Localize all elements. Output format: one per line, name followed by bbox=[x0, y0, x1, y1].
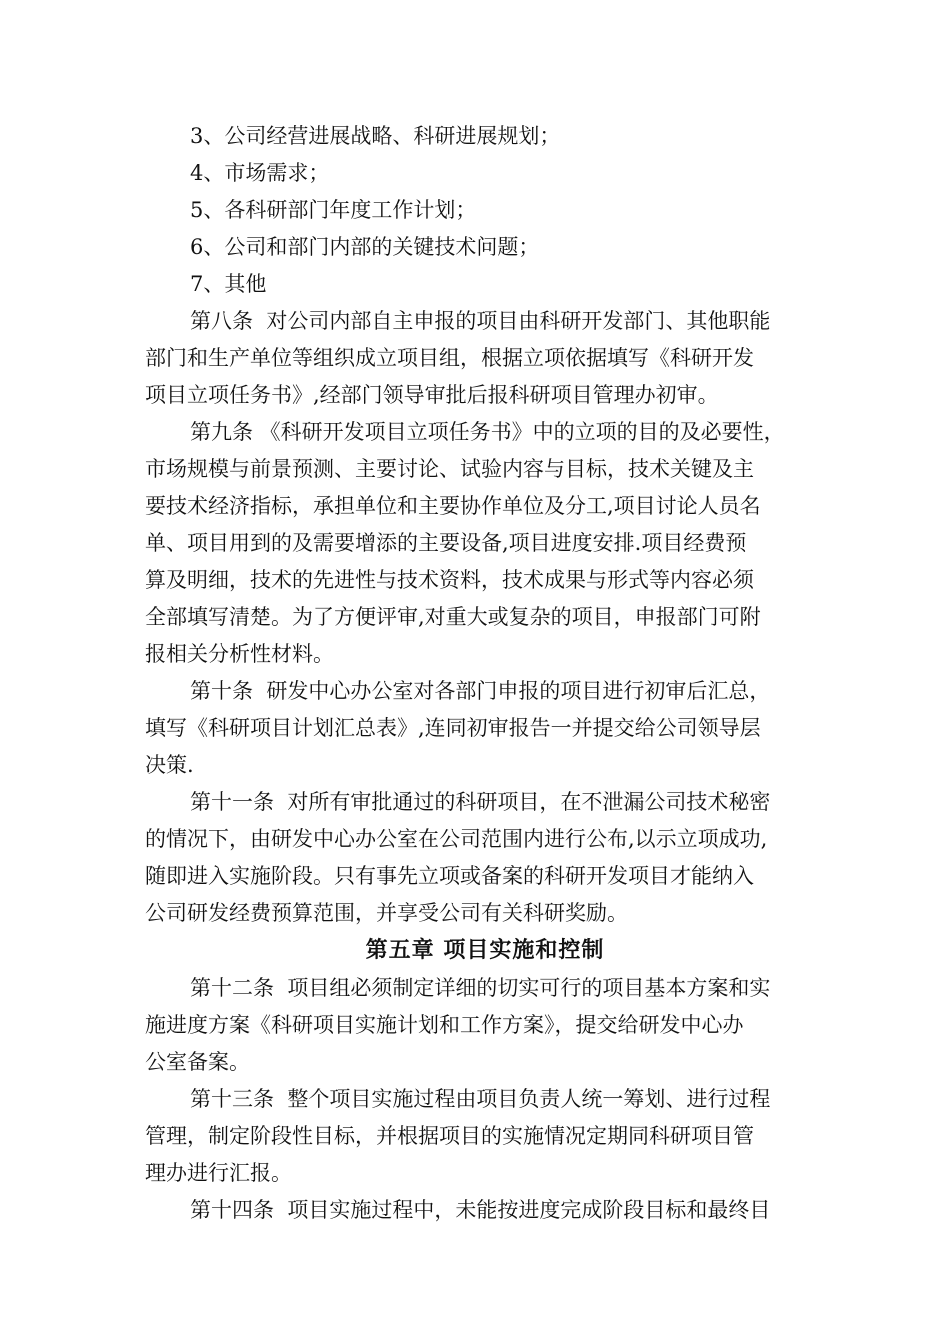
paragraph-line: 全部填写清楚。为了方便评审,对重大或复杂的项目，申报部门可附 bbox=[145, 605, 761, 629]
paragraph-line: 第十条 研发中心办公室对各部门申报的项目进行初审后汇总， bbox=[190, 679, 771, 703]
article-8-paragraph bbox=[145, 303, 825, 414]
paragraph-line: 第十二条 项目组必须制定详细的切实可行的项目基本方案和实 bbox=[190, 976, 771, 1000]
paragraph-line: 第十三条 整个项目实施过程由项目负责人统一筹划、进行过程 bbox=[190, 1087, 771, 1111]
paragraph-line: 决策. bbox=[145, 753, 194, 777]
paragraph-line: 算及明细，技术的先进性与技术资料，技术成果与形式等内容必须 bbox=[145, 568, 754, 592]
paragraph-line: 要技术经济指标，承担单位和主要协作单位及分工,项目讨论人员名 bbox=[145, 494, 761, 518]
paragraph-line: 施进度方案《科研项目实施计划和工作方案》，提交给研发中心办 bbox=[145, 1013, 744, 1037]
paragraph-line: 随即进入实施阶段。只有事先立项或备案的科研开发项目才能纳入 bbox=[145, 864, 754, 888]
paragraph-line: 报相关分析性材料。 bbox=[145, 642, 334, 666]
list-item: 4、市场需求； bbox=[190, 161, 330, 185]
paragraph-line: 第八条 对公司内部自主申报的项目由科研开发部门、其他职能 bbox=[190, 309, 771, 333]
paragraph-line: 第十四条 项目实施过程中，未能按进度完成阶段目标和最终目 bbox=[190, 1198, 771, 1222]
article-11-paragraph bbox=[145, 784, 825, 932]
article-14-paragraph bbox=[145, 1192, 825, 1229]
criteria-list bbox=[145, 118, 825, 303]
paragraph-line: 市场规模与前景预测、主要讨论、试验内容与目标，技术关键及主 bbox=[145, 457, 754, 481]
article-12-paragraph bbox=[145, 970, 825, 1081]
paragraph-line: 理办进行汇报。 bbox=[145, 1161, 292, 1185]
list-item: 3、公司经营进展战略、科研进展规划； bbox=[190, 124, 561, 148]
paragraph-line: 第十一条 对所有审批通过的科研项目，在不泄漏公司技术秘密 bbox=[190, 790, 771, 814]
document-body bbox=[145, 118, 825, 1229]
paragraph-line: 部门和生产单位等组织成立项目组，根据立项依据填写《科研开发 bbox=[145, 346, 754, 370]
paragraph-line: 的情况下，由研发中心办公室在公司范围内进行公布,以示立项成功, bbox=[145, 827, 768, 851]
chapter-heading: 第五章 项目实施和控制 bbox=[365, 938, 605, 963]
paragraph-line: 单、项目用到的及需要增添的主要设备,项目进度安排.项目经费预 bbox=[145, 531, 747, 555]
paragraph-line: 项目立项任务书》,经部门领导审批后报科研项目管理办初审。 bbox=[145, 383, 719, 407]
list-item: 6、公司和部门内部的关键技术问题； bbox=[190, 235, 540, 259]
paragraph-line: 公司研发经费预算范围，并享受公司有关科研奖励。 bbox=[145, 901, 628, 925]
paragraph-line: 第九条 《科研开发项目立项任务书》中的立项的目的及必要性， bbox=[190, 420, 785, 444]
article-9-paragraph bbox=[145, 414, 825, 673]
paragraph-line: 管理，制定阶段性目标，并根据项目的实施情况定期同科研项目管 bbox=[145, 1124, 754, 1148]
list-item: 7、其他 bbox=[190, 272, 267, 296]
article-13-paragraph bbox=[145, 1081, 825, 1192]
article-10-paragraph bbox=[145, 673, 825, 784]
paragraph-line: 填写《科研项目计划汇总表》,连同初审报告一并提交给公司领导层 bbox=[145, 716, 761, 740]
list-item: 5、各科研部门年度工作计划； bbox=[190, 198, 477, 222]
paragraph-line: 公室备案。 bbox=[145, 1050, 250, 1074]
